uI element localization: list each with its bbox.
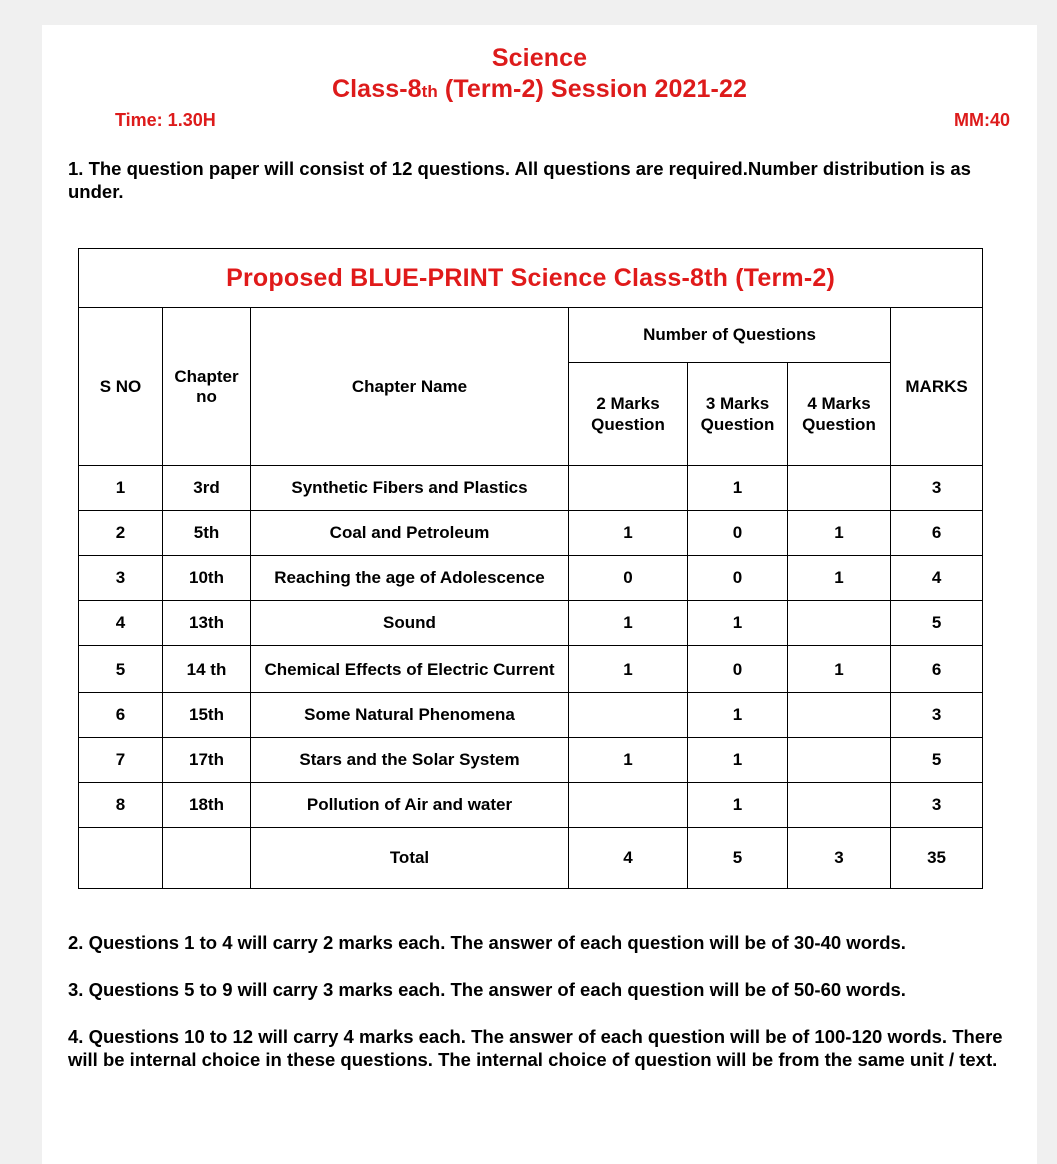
blueprint-table-body xyxy=(79,249,983,889)
class-ordinal-suffix: th xyxy=(421,82,438,101)
cell-q4: 1 xyxy=(788,556,891,601)
cell-s-no: 6 xyxy=(79,693,163,738)
exam-max-marks: MM:40 xyxy=(953,110,1010,130)
cell-s-no: 4 xyxy=(79,601,163,646)
cell-marks: 6 xyxy=(891,511,983,556)
cell-marks: 3 xyxy=(891,693,983,738)
cell-q4 xyxy=(788,738,891,783)
table-total-row xyxy=(79,828,983,889)
cell-q2 xyxy=(569,693,688,738)
header-3-marks-question: 3 Marks Question xyxy=(688,363,788,466)
cell-marks: 3 xyxy=(891,783,983,828)
cell-marks: 4 xyxy=(891,556,983,601)
cell-q4 xyxy=(788,466,891,511)
cell-total-q2: 4 xyxy=(569,828,688,889)
class-term-session-title xyxy=(42,74,1037,107)
cell-total-marks: 35 xyxy=(891,828,983,889)
exam-meta-row xyxy=(42,110,1037,134)
instruction-2: 2. Questions 1 to 4 will carry 2 marks each. The answer of each question will be of 30-40 words. xyxy=(68,932,906,953)
cell-total-label: Total xyxy=(251,828,569,889)
cell-chapter-name: Coal and Petroleum xyxy=(251,511,569,556)
instruction-3: 3. Questions 5 to 9 will carry 3 marks each. The answer of each question will be of 50-60 words. xyxy=(68,979,906,1000)
document-header xyxy=(42,25,1037,107)
cell-q4: 1 xyxy=(788,646,891,693)
table-row xyxy=(79,646,983,693)
cell-total-q3: 5 xyxy=(688,828,788,889)
header-4-marks-question: 4 Marks Question xyxy=(788,363,891,466)
cell-q2: 0 xyxy=(569,556,688,601)
document-page xyxy=(42,25,1037,1164)
cell-total-q4: 3 xyxy=(788,828,891,889)
header-row-top xyxy=(79,308,983,363)
cell-chapter-no: 17th xyxy=(163,738,251,783)
cell-q3: 1 xyxy=(688,738,788,783)
table-row xyxy=(79,556,983,601)
cell-chapter-no: 3rd xyxy=(163,466,251,511)
cell-q3: 0 xyxy=(688,556,788,601)
cell-q4 xyxy=(788,693,891,738)
cell-q3: 0 xyxy=(688,511,788,556)
cell-chapter-no: 14 th xyxy=(163,646,251,693)
blueprint-caption-row xyxy=(79,249,983,308)
table-row xyxy=(79,738,983,783)
cell-chapter-no: 15th xyxy=(163,693,251,738)
cell-chapter-no: 5th xyxy=(163,511,251,556)
class-prefix: Class-8 xyxy=(331,75,422,103)
table-row xyxy=(79,511,983,556)
cell-q3: 1 xyxy=(688,783,788,828)
exam-duration: Time: 1.30H xyxy=(115,110,216,130)
instructions-block xyxy=(42,931,1037,1071)
header-s-no: S NO xyxy=(79,308,163,466)
cell-q2 xyxy=(569,783,688,828)
header-marks: MARKS xyxy=(891,308,983,466)
header-2-marks-question: 2 Marks Question xyxy=(569,363,688,466)
cell-s-no: 3 xyxy=(79,556,163,601)
cell-q2: 1 xyxy=(569,738,688,783)
cell-chapter-name: Some Natural Phenomena xyxy=(251,693,569,738)
cell-s-no: 7 xyxy=(79,738,163,783)
header-number-of-questions: Number of Questions xyxy=(569,308,891,363)
table-row xyxy=(79,601,983,646)
table-row xyxy=(79,466,983,511)
cell-s-no: 8 xyxy=(79,783,163,828)
blueprint-table-wrapper xyxy=(78,248,1022,889)
cell-s-no: 2 xyxy=(79,511,163,556)
header-chapter-no: Chapter no xyxy=(163,308,251,466)
cell-q4: 1 xyxy=(788,511,891,556)
cell-q3: 1 xyxy=(688,693,788,738)
cell-q2: 1 xyxy=(569,601,688,646)
cell-chapter-name: Stars and the Solar System xyxy=(251,738,569,783)
instruction-4: 4. Questions 10 to 12 will carry 4 marks each. The answer of each question will be of 100-120 words. There will be internal choice in these questions. The internal choice of question will be from the same unit / text. xyxy=(68,1026,1003,1070)
term-session-text: (Term-2) Session 2021-22 xyxy=(437,75,747,103)
cell-marks: 3 xyxy=(891,466,983,511)
cell-chapter-no: 13th xyxy=(163,601,251,646)
cell-s-no: 5 xyxy=(79,646,163,693)
cell-s-no: 1 xyxy=(79,466,163,511)
cell-q2: 1 xyxy=(569,511,688,556)
cell-total-chapter-no xyxy=(163,828,251,889)
header-chapter-name: Chapter Name xyxy=(251,308,569,466)
instruction-1: 1. The question paper will consist of 12 questions. All questions are required.Number distribution is as under. xyxy=(68,158,971,202)
cell-q2 xyxy=(569,466,688,511)
cell-q4 xyxy=(788,601,891,646)
subject-title-text: Science xyxy=(491,44,588,72)
cell-q4 xyxy=(788,783,891,828)
table-row xyxy=(79,693,983,738)
cell-q2: 1 xyxy=(569,646,688,693)
cell-q3: 1 xyxy=(688,466,788,511)
cell-chapter-name: Pollution of Air and water xyxy=(251,783,569,828)
table-row xyxy=(79,783,983,828)
cell-chapter-no: 10th xyxy=(163,556,251,601)
blueprint-table xyxy=(78,248,983,889)
cell-marks: 5 xyxy=(891,738,983,783)
blueprint-caption: Proposed BLUE-PRINT Science Class-8th (Term-2) xyxy=(79,249,983,308)
cell-chapter-no: 18th xyxy=(163,783,251,828)
cell-chapter-name: Reaching the age of Adolescence xyxy=(251,556,569,601)
cell-chapter-name: Sound xyxy=(251,601,569,646)
cell-marks: 5 xyxy=(891,601,983,646)
cell-q3: 0 xyxy=(688,646,788,693)
cell-total-s-no xyxy=(79,828,163,889)
cell-marks: 6 xyxy=(891,646,983,693)
subject-title xyxy=(42,43,1037,74)
cell-q3: 1 xyxy=(688,601,788,646)
cell-chapter-name: Chemical Effects of Electric Current xyxy=(251,646,569,693)
cell-chapter-name: Synthetic Fibers and Plastics xyxy=(251,466,569,511)
